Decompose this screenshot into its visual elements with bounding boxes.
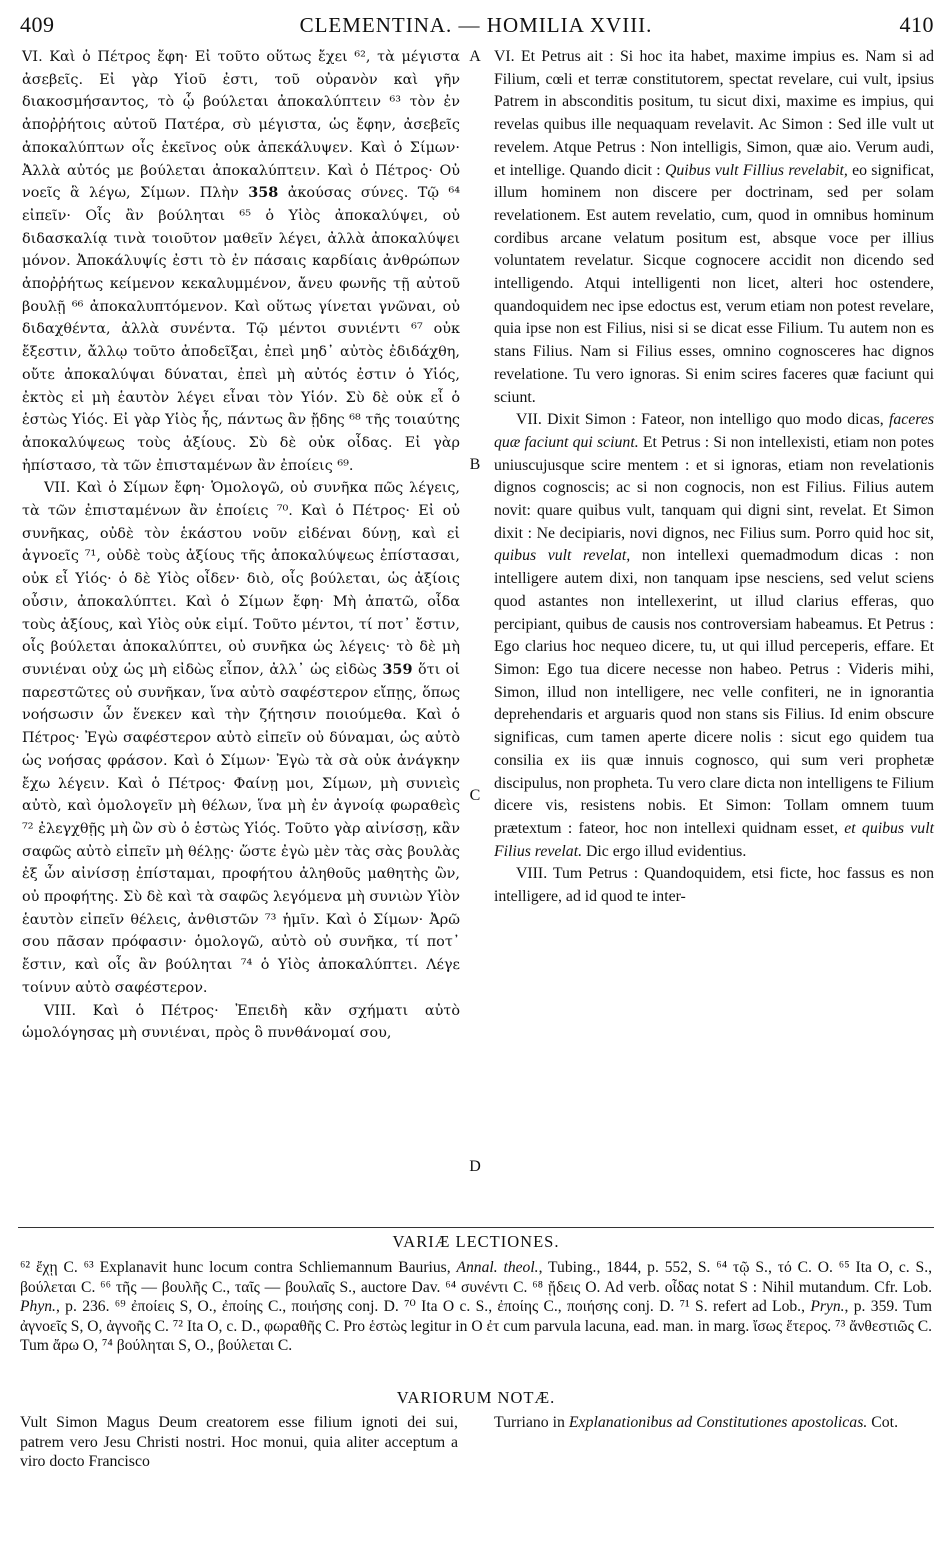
running-title: CLEMENTINA. — HOMILIA XVIII.: [299, 13, 653, 37]
margin-letter-c: C: [469, 787, 481, 804]
edition-page-number: 358: [248, 184, 279, 202]
greek-paragraph-vi: VI. Καὶ ὁ Πέτρος ἔφη· Εἰ τοῦτο οὕτως ἔχει ⁶², τὰ μέγιστα ἀσεβεῖς. Εἰ γὰρ Υἱοῦ ἐστι, τοῦ οὐρανὸν καὶ γῆν διακοσμήσαντος, τὸ ᾧ βούλεται ἀποκαλύπτειν ⁶³ τὸν ἐν ἀποῤῥήτοις αὐτοῦ Πατέρα, σὺ μέγιστα, ὡς ἔφην, ἀσεβεῖς ἀποκαλύπτων οἷς ἐκεῖνος οὐκ ἀπεκάλυψεν. Καὶ ὁ Σίμων· Ἀλλὰ αὐτός με βούλεται ἀποκαλύπτειν. Καὶ ὁ Πέτρος· Οὐ νοεῖς ἃ λέγω, Σίμων. Πλὴν 358 ἀκούσας σύνες. Τῷ ⁶⁴ εἰπεῖν· Οἷς ἂν βούληται ⁶⁵ ὁ Υἱὸς ἀποκαλύψει, οὐ διδασκαλίᾳ τινὰ τοιοῦτον μαθεῖν λέγει, ἀλλὰ ἀποκαλύψει μόνον. Ἀποκάλυψίς ἐστι τὸ ἐν πάσαις καρδίαις ἀνθρώπων ἀποῤῥήτως κείμενον κεκαλυμμένον, ἄνευ φωνῆς τῇ αὐτοῦ βουλῇ ⁶⁶ ἀποκαλυπτόμενον. Καὶ οὕτως γίνεται γνῶναι, οὐ διδαχθέντα, ἀλλὰ συνέντα. Τῷ μέντοι συνιέντι ⁶⁷ οὐκ ἔξεστιν, ἄλλῳ τοῦτο ἀποδεῖξαι, ἐπεὶ μηδ᾽ αὐτὸς ἐδιδάχθη, οὔτε ἀποκαλύψαι δύναται, ἐπεὶ μὴ αὐτός ἐστιν ὁ Υἱός, ἐκτὸς εἰ μὴ ἑαυτὸν λέγει εἶναι τὸν Υἱόν. Σὺ δὲ οὐκ εἶ ὁ ἑστὼς Υἱός. Εἰ γὰρ Υἱὸς ἦς, πάντως ἂν ᾔδης ⁶⁸ τῆς τοιαύτης ἀποκαλύψεως τοὺς ἀξίους. Σὺ δὲ οὐκ οἶδας. Εἰ γὰρ ἠπίστασο, τὰ τῶν ἐπισταμένων ἂν ἐποίεις ⁶⁹.: [22, 49, 461, 474]
page-number-right: 410: [899, 12, 934, 37]
variae-lectiones-title: VARIÆ LECTIONES.: [392, 1232, 560, 1251]
running-header: [18, 10, 934, 44]
margin-letter-b: B: [469, 456, 481, 473]
edition-page-number: 359: [382, 660, 413, 678]
greek-column: [22, 46, 460, 1045]
latin-paragraph-viii: VIII. Tum Petrus : Quandoquidem, etsi ficte, hoc fassus es non intelligere, ad id quod te inter-: [494, 865, 934, 906]
variorum-notae: [18, 1413, 934, 1493]
page-number-left: 409: [20, 12, 55, 37]
latin-paragraph-vii: VII. Dixit Simon : Fateor, non intelligo quo modo dicas, faceres quæ faciunt qui sciunt. Et Petrus : Si non intellexisti, etiam non potes uniuscujusque scire mentem : et si ignoras, etiam non revelationis dignos cognoscis; ac si non cognocis, non est Filius. Filius autem novit: quare quibus vult, tanquam qui digni sint, revelat. Et Simon dixit : Ne decipiaris, novi dignos, nec Filius sum. Porro quid hoc sit, quibus vult revelat, non intellexi quemadmodum dicas : non intelligere autem dixi, non tanquam ipse nesciens, sed velut sciens quod astantes non intellexerint, ut illud clarius efferas, quo percipiant, quibus de causis nos controversiam habeamus. Et Petrus : Ego clarius hoc nequeo dicere, tu, ut qui illud perceperis, effare. Et Simon: Ego tua dicere necesse non habeo. Petrus : Videris mihi, Simon, illud non intelligere, nec velle confiteri, ne in ignorantia deprehendaris et arguaris quod non stans sis Filius. Id enim obscure significas, cum tamen aperte dicere nolis : sicut ego quidem tua consilia ex iis quæ innuis cognosco, qui sum veri prophetæ discipulus, non propheta. Tu vero clare dicta non intelligens te Filium dicere vis, resistens nobis. Et Simon: Tollam omnem tuum prætextum : fateor, hoc non intellexi quidnam esset, et quibus vult Filius revelat. Dic ergo illud evidentius.: [494, 411, 935, 860]
latin-column: [494, 46, 934, 909]
margin-letter-d: D: [469, 1158, 481, 1175]
greek-paragraph-vii: VII. Καὶ ὁ Σίμων ἔφη· Ὁμολογῶ, οὐ συνῆκα πῶς λέγεις, τὰ τῶν ἐπισταμένων ἂν ἐποίεις ⁷⁰. Καὶ ὁ Πέτρος· Εἰ οὐ συνῆκας, οὐδὲ τὸν ἑκάστου νοῦν εἰδέναι δύνῃ, καὶ εἰ ἀγνοεῖς ⁷¹, οὐδὲ τοὺς ἀξίους τῆς ἀποκαλύψεως ἐπίστασαι, οὐκ εἶ Υἱός· ὁ δὲ Υἱὸς οἶδεν· διὸ, οἷς βούλεται, ὡς ἀξίοις οὖσιν, ἀποκαλύπτει. Καὶ ὁ Σίμων ἔφη· Μὴ ἀπατῶ, οἶδα τοὺς ἀξίους, καὶ Υἱὸς οὐκ εἰμί. Τοῦτο μέντοι, τί ποτ᾽ ἔστιν, οἷς βούλεται ἀποκαλύπτει, οὐ συνῆκα ὡς λέγεις· τὸ δὲ μὴ συνιέναι οὐχ ὡς μὴ εἰδὼς εἶπον, ἀλλ᾽ ὡς εἰδὼς 359 ὅτι οἱ παρεστῶτες οὐ συνῆκαν, ἵνα αὐτὸ σαφέστερον εἴπῃς, ὅπως νοήσωσιν ὧν ἕνεκεν καὶ τὴν ζήτησιν ποιούμεθα. Καὶ ὁ Πέτρος· Ἐγὼ σαφέστερον αὐτὸ εἰπεῖν οὐ δύναμαι, ὡς αὐτὸ ὡς νοήσας φράσον. Καὶ ὁ Σίμων· Ἐγὼ τὰ σὰ οὐκ ἀνάγκην ἔχω λέγειν. Καὶ ὁ Πέτρος· Φαίνῃ μοι, Σίμων, μὴ συνιεὶς αὐτὸ, καὶ ὁμολογεῖν μὴ θέλων, ἵνα μὴ ἐν ἀγνοίᾳ φωραθεὶς ⁷² ἐλεγχθῇς μὴ ὢν σὺ ὁ ἑστὼς Υἱός. Τοῦτο γὰρ αἰνίσσῃ, κἂν σαφῶς αὐτὸ εἰπεῖν μὴ θέλῃς· ὥστε ἐγὼ μὲν τὰς σὰς βουλὰς ἐξ ὧν αἰνίσσῃ ἐπίσταμαι, προφήτου ἀληθοῦς μαθητὴς ὢν, οὐ προφήτης. Σὺ δὲ καὶ τὰ σαφῶς λεγόμενα μὴ συνιὼν Υἱὸν ἑαυτὸν εἰπεῖν θέλεις, ἀνθιστῶν ⁷³ ἡμῖν. Καὶ ὁ Σίμων· Ἀρῶ σου πᾶσαν πρόφασιν· ὁμολογῶ, αὐτὸ οὐ συνῆκα, τί ποτ᾽ ἔστιν, καὶ οἷς ἂν βούληται ⁷⁴ ὁ Υἱὸς ἀποκαλύπτει. Λέγε τοίνυν αὐτὸ σαφέστερον.: [22, 480, 461, 996]
page: [18, 10, 934, 1555]
greek-paragraph-viii: VIII. Καὶ ὁ Πέτρος· Ἐπειδὴ κἂν σχήματι αὐτὸ ὡμολόγησας μὴ συνιέναι, πρὸς ὃ πυνθάνομαί σου,: [22, 1002, 460, 1042]
notes-divider: [18, 1227, 934, 1228]
variorum-note-left: Vult Simon Magus Deum creatorem esse filium ignoti dei sui, patrem vero Jesu Christi nostri. Hoc monui, quia aliter acceptum a viro docto Francisco: [20, 1414, 458, 1470]
margin-letter-a: A: [469, 48, 481, 65]
variorum-notae-title: VARIORUM NOTÆ.: [396, 1388, 556, 1407]
text-columns: [18, 46, 934, 1228]
latin-paragraph-vi: VI. Et Petrus ait : Si hoc ita habet, maxime impius es. Nam si ad Filium, cœli et terræ constitutorem, spectat revelare, cui vult, ipsius Patrem in absconditis positum, tu sicut dixi, maxime es impius, qui revelas quibus ille nequaquam revelavit. Ac Simon : Sed ille vult ut revelem. Atque Petrus : Non intelligis, Simon, quæ aio. Verum audi, et intellige. Quando dicit : Quibus vult Fillius revelabit, eo significat, illum hominem non discere per doctrinam, sed per solam revelationem. Est autem revelatio, cum, quod in omnibus hominum cordibus arcane velatum positum est, absque voce per illius voluntatem revelatur. Sicque cognocere accidit non dicendo sed intelligendo. Atqui intelligenti non licet, alteri hoc ostendere, quandoquidem nec ipse edoctus est, verum etiam non potest revelare, quia ipse non est Filius, nisi si se dicat esse Filium. Tu autem non es stans Filius. Nam si Filius esses, omnino cognosceres hac dignos revelatione. Tu vero ignoras. Si enim scires faceres quæ faciunt qui sciunt.: [494, 48, 935, 406]
variae-lectiones-text: ⁶² ἔχῃ C. ⁶³ Explanavit hunc locum contra Schliemannum Baurius, Annal. theol., Tubing., 1844, p. 552, S. ⁶⁴ τῷ S., τό C. O. ⁶⁵ Ita O, c. S., βούλεται C. ⁶⁶ τῆς — βουλῆς C., ταῖς — βουλαῖς S., auctore Dav. ⁶⁴ συνέντι C. ⁶⁸ ᾔδεις O. Ad verb. οἶδας notat S : Nihil mutandum. Cfr. Lob. Phyn., p. 236. ⁶⁹ ἐποίεις S, O., ἐποίης C., ποιήσης conj. D. ⁷⁰ Ita O c. S., ἐποίης C., ποιήσης conj. D. ⁷¹ S. refert ad Lob., Pryn., p. 359. Tum ἀγνοεῖς S, O, ἀγνοῆς C. ⁷² Ita O, c. D., φωραθῆς C. Pro ἑστὼς legitur in O ἐτ cum parvula lacuna, ead. man. in marg. ἴσως ἕτερος. ⁷³ ἄνθεστιῶς C. Tum ἄρω O, ⁷⁴ βούληται S, O., βούλεται C.: [20, 1259, 933, 1354]
variorum-note-right: Turriano in Explanationibus ad Constitutiones apostolicas. Cot.: [494, 1414, 899, 1431]
